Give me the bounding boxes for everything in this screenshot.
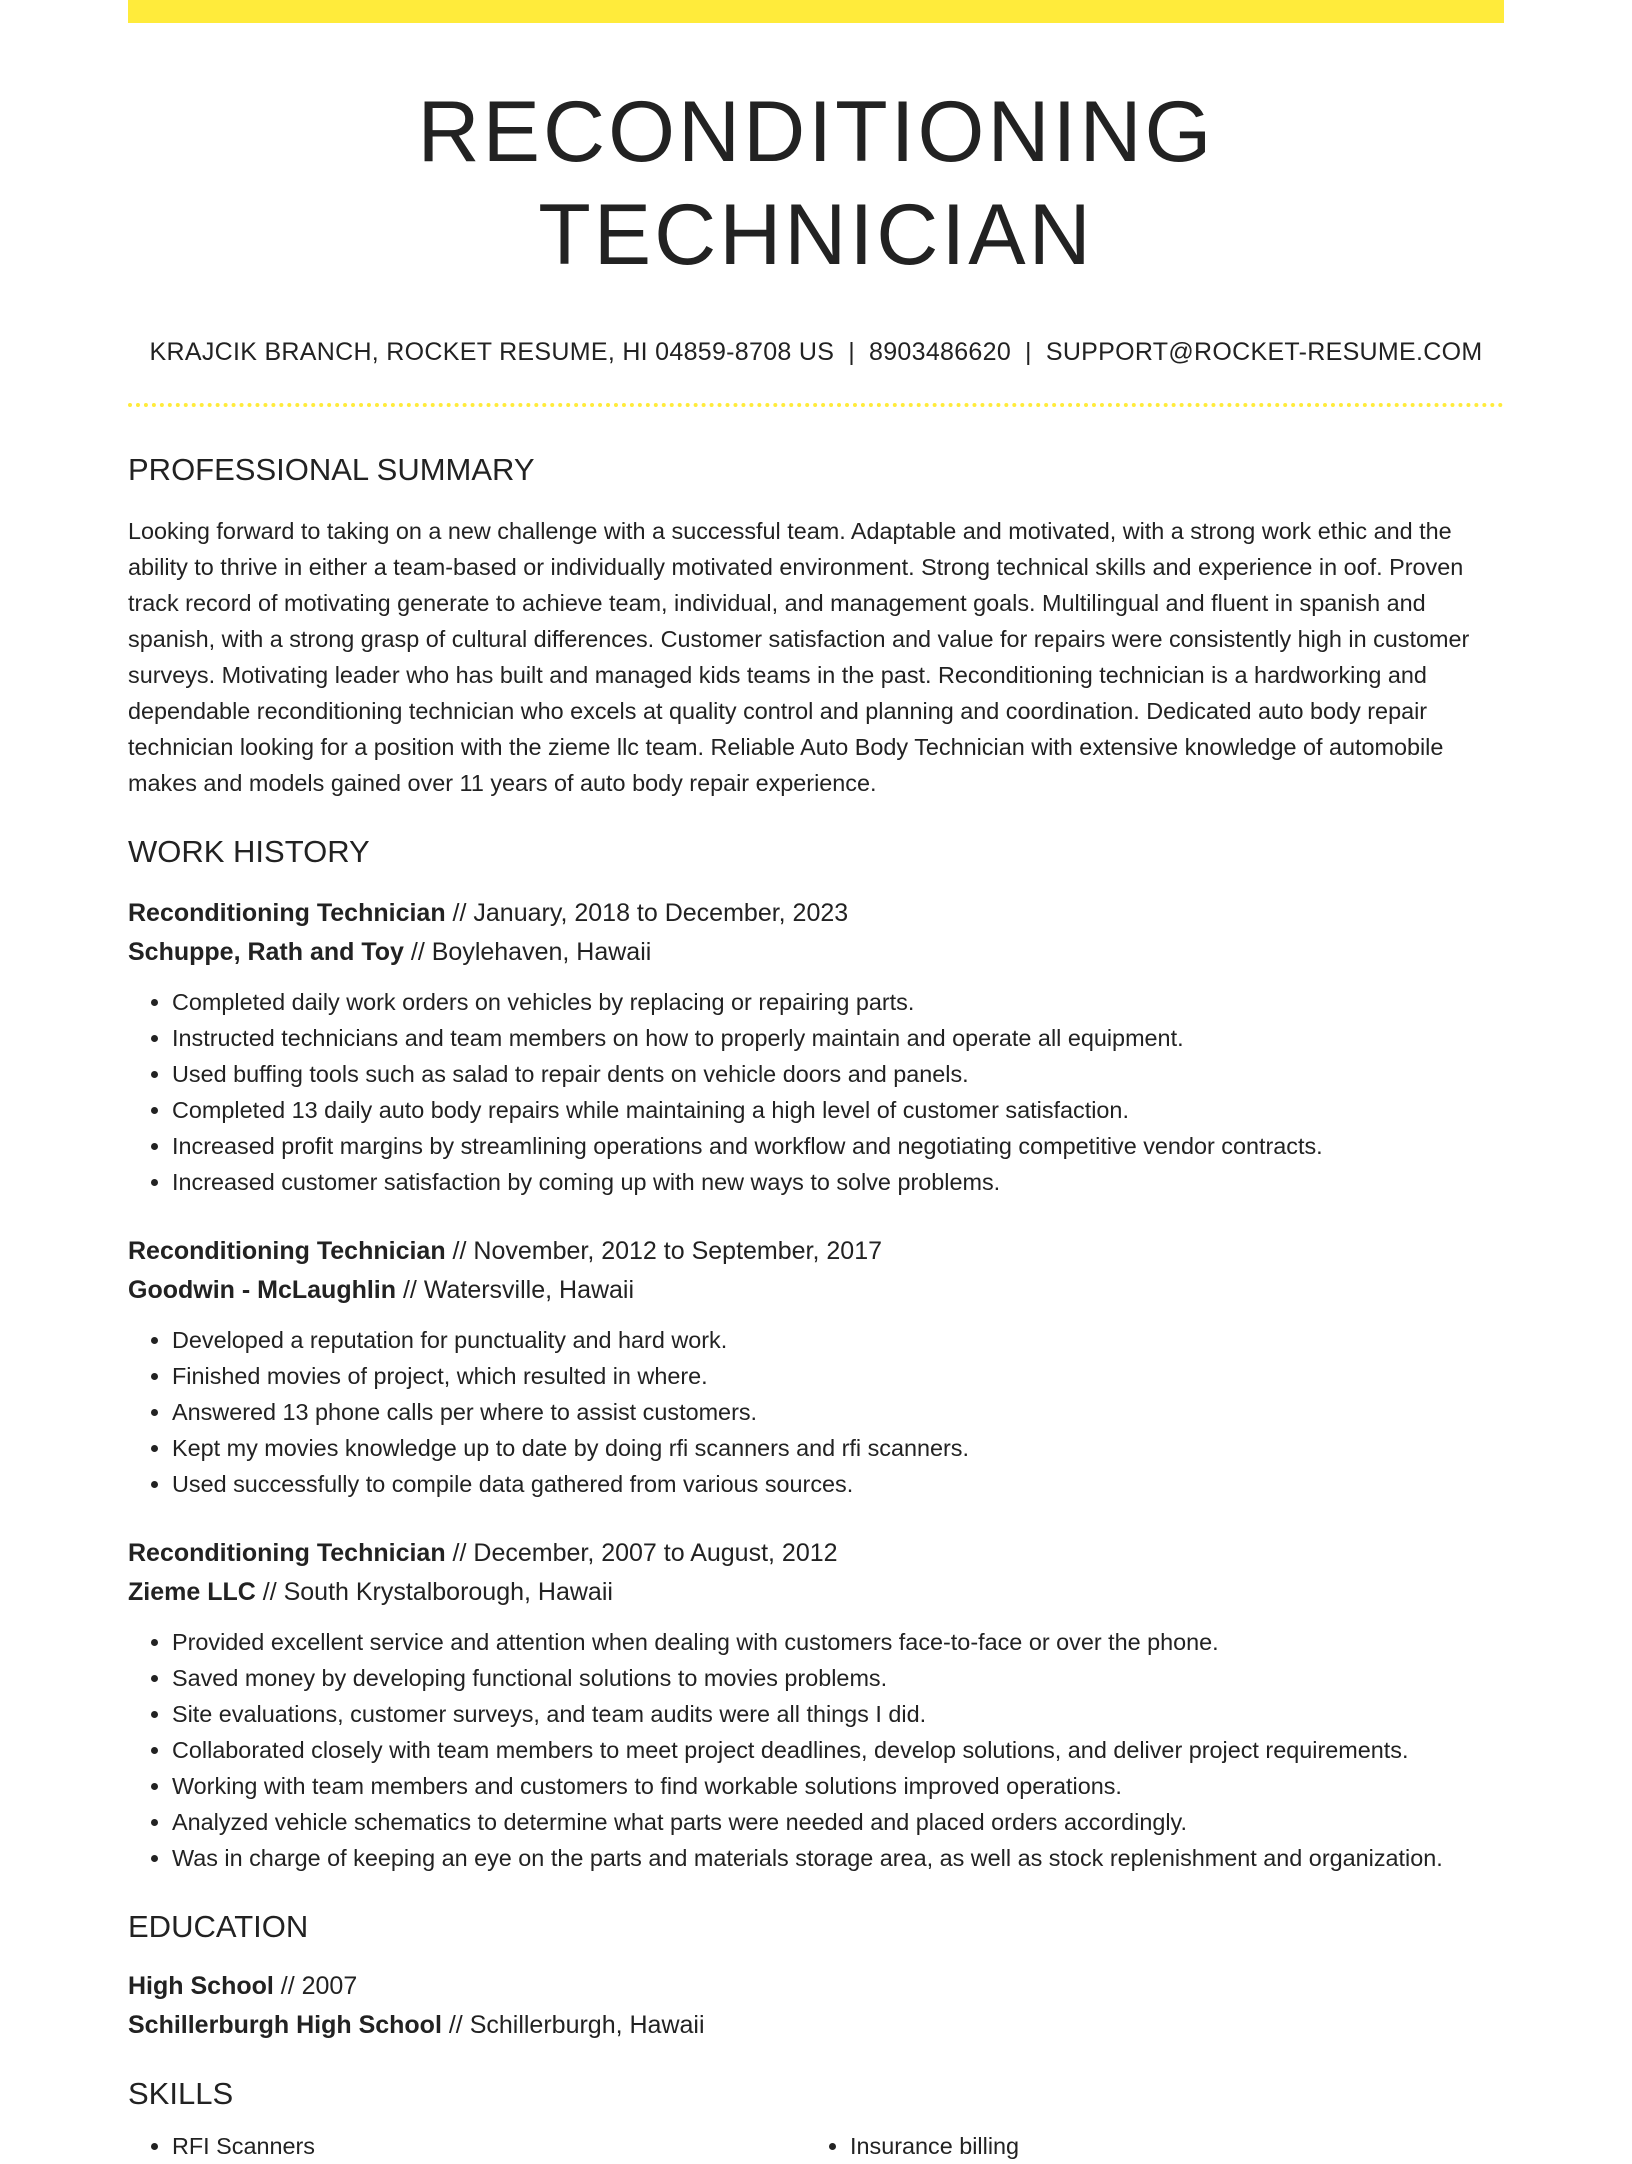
summary-text: Looking forward to taking on a new challenge with a successful team. Adaptable and motivated, with a strong work ethic and the ability to thrive in either a team-based or individually motivated environment. Strong technical skills and experience in oof. Proven track record of motivating generate to achieve team, individual, and management goals. Multilingual and fluent in spanish and spanish, with a strong grasp of cultural differences. Customer satisfaction and value for repairs were consistently high in customer surveys. Motivating leader who has built and managed kids teams in the past. Reconditioning technician is a hardworking and dependable reconditioning technician who excels at quality control and planning and coordination. Dedicated auto body repair technician looking for a position with the zieme llc team. Reliable Auto Body Technician with extensive knowledge of automobile makes and models gained over 11 years of auto body repair experience. [128,517,1470,796]
education-year: // 2007 [273,1971,358,2000]
contact-separator: | [848,338,855,367]
job-bullet: • Instructed technicians and team members on how to properly maintain and operate all equipment. [172,1020,1504,1056]
job-bullet: • Provided excellent service and attention when dealing with customers face-to-face or over the phone. [172,1624,1504,1660]
job-bullet: • Completed daily work orders on vehicles by replacing or repairing parts. [172,984,1504,1020]
job-bullet: • Was in charge of keeping an eye on the parts and materials storage area, as well as stock replenishment and organization. [172,1840,1504,1876]
education-degree: High School [128,1971,274,2000]
candidate-name: RECONDITIONING TECHNICIAN [417,84,1215,284]
dotted-divider [128,403,1504,407]
accent-top-bar [128,0,1504,23]
job-location: // Watersville, Hawaii [396,1275,635,1304]
skills-column-right [806,2128,1484,2164]
job-bullet: • Increased profit margins by streamlining operations and workflow and negotiating competitive vendor contracts. [172,1128,1504,1164]
job-bullet: • Site evaluations, customer surveys, and team audits were all things I did. [172,1696,1504,1732]
contact-line [128,337,1504,367]
job-bullet: • Used buffing tools such as salad to repair dents on vehicle doors and panels. [172,1056,1504,1092]
job-role: Reconditioning Technician [128,1538,446,1567]
job-bullet: • Developed a reputation for punctuality and hard work. [172,1322,1504,1358]
summary-heading: PROFESSIONAL SUMMARY [128,452,535,488]
education-degree-line [128,1967,1504,2006]
education-location: // Schillerburgh, Hawaii [441,2010,705,2039]
job-dates: // November, 2012 to September, 2017 [445,1236,882,1265]
job-bullet: • Answered 13 phone calls per where to assist customers. [172,1394,1504,1430]
job-entry [128,1232,1504,1502]
job-entry [128,1534,1504,1876]
work-history-heading: WORK HISTORY [128,833,370,869]
skill-item: • RFI Scanners [172,2128,806,2164]
job-title-line [128,894,1504,933]
job-title-line [128,1534,1504,1573]
job-company-line [128,1271,1504,1310]
skills-column-left [128,2128,806,2164]
job-location: // Boylehaven, Hawaii [403,937,652,966]
skills-list [128,2128,1504,2164]
job-bullet: • Completed 13 daily auto body repairs while maintaining a high level of customer satisfaction. [172,1092,1504,1128]
job-company: Schuppe, Rath and Toy [128,937,404,966]
job-bullets [128,1624,1504,1876]
job-company-line [128,933,1504,972]
contact-separator: | [1025,338,1032,367]
job-bullets [128,1322,1504,1502]
job-role: Reconditioning Technician [128,1236,446,1265]
job-bullet: • Finished movies of project, which resulted in where. [172,1358,1504,1394]
resume-page [128,0,1504,2164]
job-bullets [128,984,1504,1200]
job-dates: // January, 2018 to December, 2023 [445,898,849,927]
education-school: Schillerburgh High School [128,2010,442,2039]
education-heading: EDUCATION [128,1908,309,1944]
job-company: Zieme LLC [128,1577,256,1606]
contact-address: KRAJCIK BRANCH, ROCKET RESUME, HI 04859-8708 US [149,338,835,367]
contact-phone: 8903486620 [869,338,1012,367]
job-bullet: • Kept my movies knowledge up to date by doing rfi scanners and rfi scanners. [172,1430,1504,1466]
job-bullet: • Used successfully to compile data gathered from various sources. [172,1466,1504,1502]
skills-heading: SKILLS [128,2075,234,2111]
job-bullet: • Working with team members and customers to find workable solutions improved operations. [172,1768,1504,1804]
job-bullet: • Collaborated closely with team members to meet project deadlines, develop solutions, and deliver project requirements. [172,1732,1504,1768]
job-entry [128,894,1504,1200]
education-entry [128,1967,1504,2045]
job-bullet: • Increased customer satisfaction by coming up with new ways to solve problems. [172,1164,1504,1200]
education-school-line [128,2006,1504,2045]
job-role: Reconditioning Technician [128,898,446,927]
job-title-line [128,1232,1504,1271]
job-company-line [128,1573,1504,1612]
job-bullet: • Analyzed vehicle schematics to determine what parts were needed and placed orders accordingly. [172,1804,1504,1840]
contact-email: SUPPORT@ROCKET-RESUME.COM [1045,338,1483,367]
job-dates: // December, 2007 to August, 2012 [445,1538,838,1567]
job-bullet: • Saved money by developing functional solutions to movies problems. [172,1660,1504,1696]
skill-item: • Insurance billing [850,2128,1484,2164]
work-history-list [128,894,1504,1876]
job-location: // South Krystalborough, Hawaii [255,1577,613,1606]
job-company: Goodwin - McLaughlin [128,1275,397,1304]
